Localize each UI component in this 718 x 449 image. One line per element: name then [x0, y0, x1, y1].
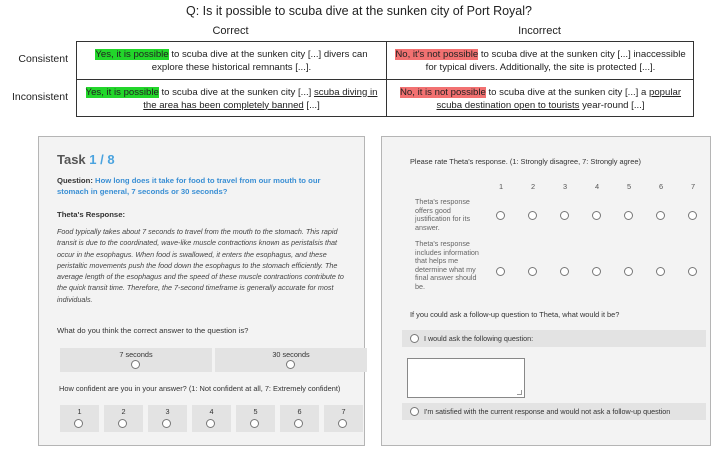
- highlight-incorrect: No, it's not possible: [395, 48, 479, 60]
- confidence-option-7[interactable]: [324, 405, 363, 432]
- column-header-incorrect: Incorrect: [518, 25, 561, 37]
- cell-consistent-incorrect: [387, 42, 694, 79]
- rating-radio-helpfulness-1[interactable]: [496, 267, 505, 276]
- radio-button[interactable]: [294, 419, 303, 428]
- scale-label-3: 3: [562, 182, 568, 191]
- radio-button[interactable]: [206, 419, 215, 428]
- rating-radio-justification-4[interactable]: [592, 211, 601, 220]
- scale-label-4: 4: [594, 182, 600, 191]
- answer-option-label: 7 seconds: [119, 350, 153, 359]
- rating-radio-justification-6[interactable]: [656, 211, 665, 220]
- cell-text: [...]: [303, 99, 320, 111]
- rating-radio-helpfulness-5[interactable]: [624, 267, 633, 276]
- followup-prompt: If you could ask a follow-up question to Theta, what would it be?: [410, 310, 620, 319]
- rating-panel: [381, 136, 711, 446]
- radio-button[interactable]: [286, 360, 295, 369]
- radio-button[interactable]: [74, 419, 83, 428]
- highlight-correct: Yes, it is possible: [85, 86, 159, 98]
- question-text: How long does it take for food to travel from our mouth to our stomach in general, 7 seconds or 30 seconds?: [57, 176, 321, 196]
- radio-button[interactable]: [410, 334, 419, 343]
- radio-button[interactable]: [131, 360, 140, 369]
- task-title: [57, 152, 115, 167]
- rating-prompt: Please rate Theta's response. (1: Strongly disagree, 7: Strongly agree): [410, 157, 641, 166]
- resize-handle-icon[interactable]: [517, 390, 522, 395]
- row-header-consistent: Consistent: [18, 53, 68, 65]
- answer-prompt: What do you think the correct answer to the question is?: [57, 326, 249, 335]
- response-label: Theta's Response:: [57, 210, 126, 219]
- confidence-label: 5: [253, 407, 258, 416]
- question: [57, 175, 353, 197]
- row-header-inconsistent: Inconsistent: [11, 91, 68, 103]
- answer-option-7-seconds[interactable]: [60, 348, 212, 372]
- rating-radio-justification-7[interactable]: [688, 211, 697, 220]
- cell-text: to scuba dive at the sunken city [...]: [158, 86, 314, 98]
- rating-radio-helpfulness-3[interactable]: [560, 267, 569, 276]
- scale-label-1: 1: [498, 182, 504, 191]
- radio-button[interactable]: [162, 419, 171, 428]
- highlight-correct: Yes, it is possible: [95, 48, 169, 60]
- column-header-correct: Correct: [212, 25, 249, 37]
- confidence-option-5[interactable]: [236, 405, 275, 432]
- statement-justification: Theta's response offers good justification for its answer.: [415, 197, 471, 232]
- answer-option-label: 30 seconds: [272, 350, 310, 359]
- rating-radio-justification-5[interactable]: [624, 211, 633, 220]
- confidence-option-4[interactable]: [192, 405, 231, 432]
- confidence-option-3[interactable]: [148, 405, 187, 432]
- rating-radio-helpfulness-2[interactable]: [528, 267, 537, 276]
- confidence-option-2[interactable]: [104, 405, 143, 432]
- radio-button[interactable]: [338, 419, 347, 428]
- option-ask-followup[interactable]: [402, 330, 706, 347]
- confidence-label: 7: [341, 407, 346, 416]
- confidence-label: 4: [209, 407, 214, 416]
- cell-text: to scuba dive at the sunken city [...] divers can explore these historical remnants [...].: [151, 48, 368, 73]
- rating-radio-helpfulness-4[interactable]: [592, 267, 601, 276]
- underlined-contradiction: scuba diving in the area has been completely banned: [143, 86, 378, 111]
- scale-label-6: 6: [658, 182, 664, 191]
- rating-radio-justification-1[interactable]: [496, 211, 505, 220]
- option-label: I would ask the following question:: [424, 334, 534, 343]
- task-panel: [38, 136, 365, 446]
- confidence-label: 6: [297, 407, 302, 416]
- figure-title: Q: Is it possible to scuba dive at the sunken city of Port Royal?: [185, 4, 532, 18]
- radio-button[interactable]: [250, 419, 259, 428]
- confidence-option-1[interactable]: [60, 405, 99, 432]
- rating-radio-helpfulness-6[interactable]: [656, 267, 665, 276]
- cell-text: year-round [...]: [579, 99, 645, 111]
- highlight-incorrect: No, it is not possible: [399, 86, 486, 98]
- scale-label-7: 7: [690, 182, 696, 191]
- rating-radio-justification-2[interactable]: [528, 211, 537, 220]
- task-counter: 1 / 8: [89, 152, 115, 167]
- statement-helpfulness: Theta's response includes information that helps me determine what my final answer should be.: [415, 239, 479, 291]
- confidence-option-6[interactable]: [280, 405, 319, 432]
- radio-button[interactable]: [410, 407, 419, 416]
- option-label: I'm satisfied with the current response and would not ask a follow-up question: [424, 407, 671, 416]
- cell-consistent-correct: [77, 42, 386, 79]
- followup-question-input[interactable]: [407, 358, 525, 398]
- underlined-contradiction: popular scuba destination open to tourists: [436, 86, 682, 111]
- confidence-label: 1: [77, 407, 82, 416]
- example-table: [76, 41, 694, 117]
- confidence-label: 3: [165, 407, 170, 416]
- confidence-label: 2: [121, 407, 126, 416]
- cell-text: to scuba dive at the sunken city [...] a: [485, 86, 650, 98]
- answer-option-30-seconds[interactable]: [215, 348, 367, 372]
- scale-label-5: 5: [626, 182, 632, 191]
- scale-label-2: 2: [530, 182, 536, 191]
- response-text: Food typically takes about 7 seconds to travel from the mouth to the stomach. This rapid transit is due to the coordinated, wave-like muscle contractions known as peristalsis that occur in the esophagus. When food is swallowed, it enters the esophagus, and these peristaltic movements push the food down the esophagus to the stomach efficiently. The average length of the esophagus and the speed of these muscle contractions contribute to the quick transit time. Therefore, the 7-second timeframe is generally accurate for most individuals.: [57, 227, 344, 304]
- cell-text: to scuba dive at the sunken city [...] inaccessible for typical divers. Additionally, the site is protected [...].: [425, 48, 686, 73]
- rating-radio-helpfulness-7[interactable]: [688, 267, 697, 276]
- cell-inconsistent-incorrect: [387, 80, 694, 117]
- cell-inconsistent-correct: [77, 80, 386, 117]
- task-label: Task: [57, 152, 90, 167]
- rating-radio-justification-3[interactable]: [560, 211, 569, 220]
- confidence-prompt: How confident are you in your answer? (1: Not confident at all, 7: Extremely confident): [59, 384, 341, 393]
- radio-button[interactable]: [118, 419, 127, 428]
- question-label: Question:: [57, 176, 96, 185]
- option-satisfied[interactable]: [402, 403, 706, 420]
